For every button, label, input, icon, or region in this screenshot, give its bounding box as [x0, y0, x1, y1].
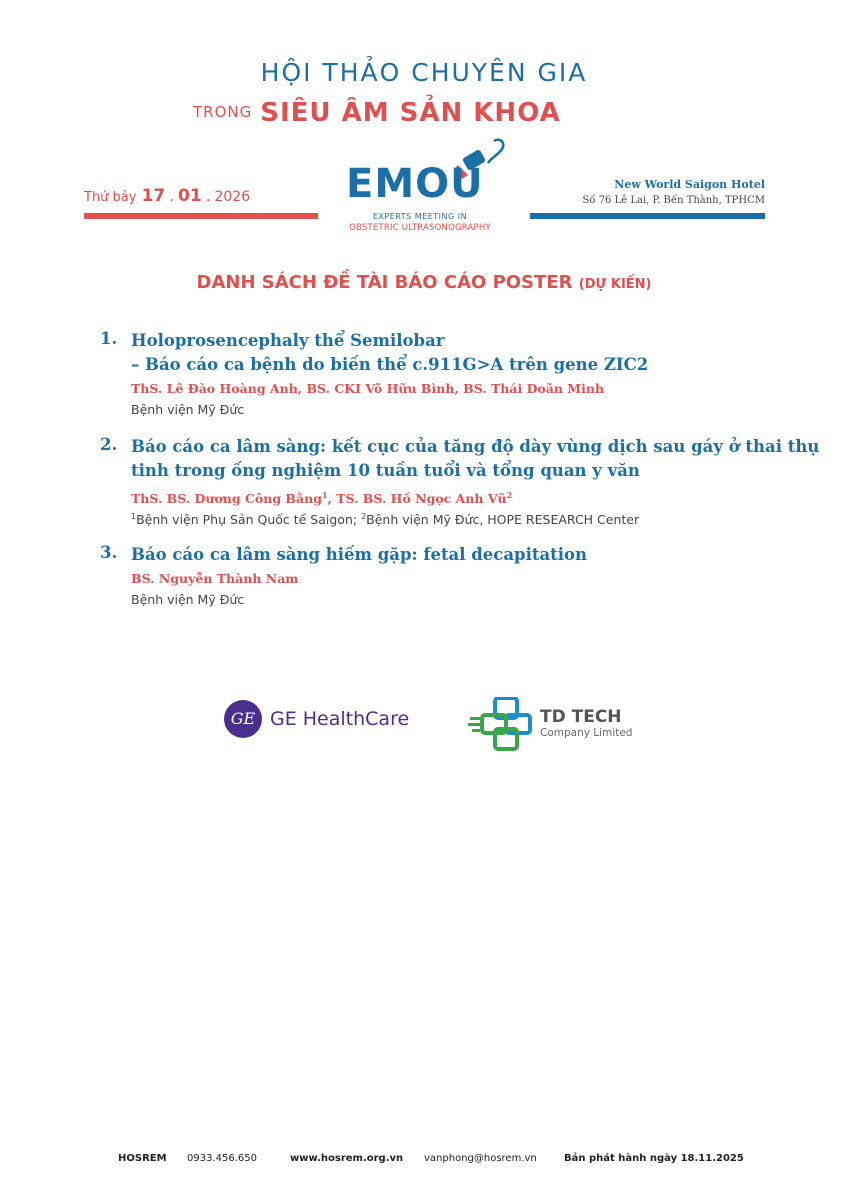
ge-healthcare-name: GE HealthCare: [270, 708, 410, 730]
footer-phone: 0933.456.650: [187, 1153, 257, 1164]
emou-logo: [340, 135, 510, 235]
section-title-suffix: (DỰ KIẾN): [578, 277, 652, 292]
item-number: 1.: [100, 329, 118, 348]
item-number: 3.: [100, 543, 118, 562]
event-title-prefix: TRONG: [193, 103, 253, 121]
emou-subtitle-2: OBSTETRIC ULTRASONOGRAPHY: [349, 223, 491, 233]
venue-address: Số 76 Lê Lai, P. Bến Thành, TPHCM: [582, 195, 765, 206]
item-affiliation: Bệnh viện Mỹ Đức: [131, 402, 245, 417]
header-divider-red: [84, 213, 318, 219]
footer-email[interactable]: vanphong@hosrem.vn: [424, 1153, 537, 1164]
ge-healthcare-logo: [224, 700, 409, 738]
footer-org: HOSREM: [118, 1153, 167, 1164]
item-authors: ThS. BS. Dương Công Bằng$^1$, TS. BS. Hồ Ngọc Anh $Vũ^2$: [131, 490, 513, 506]
footer-release-date: Bản phát hành ngày 18.11.2025: [564, 1153, 744, 1164]
item-number: 2.: [100, 435, 118, 454]
item-title-line: Báo cáo ca lâm sàng: kết cục của tăng độ dày vùng dịch sau gáy ở thai thụ: [131, 437, 820, 456]
item-title-line: Báo cáo ca lâm sàng hiếm gặp: fetal decapitation: [131, 545, 588, 564]
venue-name: New World Saigon Hotel: [614, 178, 765, 191]
ge-monogram-icon: GE: [224, 700, 262, 738]
event-date: Thứ bảy 17 . 01 . 2026: [84, 186, 251, 206]
item-authors: BS. Nguyễn Thành Nam: [131, 571, 299, 586]
td-tech-subtitle: Company Limited: [540, 727, 633, 739]
event-title-line2: [193, 98, 561, 128]
emou-subtitle-1: EXPERTS MEETING IN: [372, 212, 468, 221]
event-title-main: SIÊU ÂM SẢN KHOA: [260, 98, 561, 128]
item-title-line: tinh trong ống nghiệm 10 tuần tuổi và tổng quan y văn: [131, 461, 640, 480]
event-venue: [583, 178, 765, 206]
item-affiliation: Bệnh viện Mỹ Đức: [131, 592, 245, 607]
item-title-line: Holoprosencephaly thể Semilobar: [131, 331, 445, 350]
item-authors: ThS. Lê Đào Hoàng Anh, BS. CKI Võ Hữu Bình, BS. Thái Doãn Minh: [131, 381, 605, 396]
item-title-line: – Báo cáo ca bệnh do biến thể c.911G>A trên gene ZIC2: [131, 355, 649, 374]
medical-cross-icon: [468, 697, 534, 753]
section-title: DANH SÁCH ĐỀ TÀI BÁO CÁO POSTER (DỰ KIẾN): [196, 272, 652, 293]
item-affiliation: $^1$Bệnh viện Phụ Sản Quốc tế Saigon; $^2$Bệnh viện Mỹ Đức, HOPE RESEARCH Center: [131, 512, 640, 527]
header-divider-blue: [530, 213, 765, 219]
td-tech-name: TD TECH: [540, 707, 622, 727]
event-title-line1: HỘI THẢO CHUYÊN GIA: [260, 58, 588, 87]
emou-wordmark: EMOU: [346, 161, 484, 207]
footer-website[interactable]: www.hosrem.org.vn: [290, 1153, 404, 1164]
